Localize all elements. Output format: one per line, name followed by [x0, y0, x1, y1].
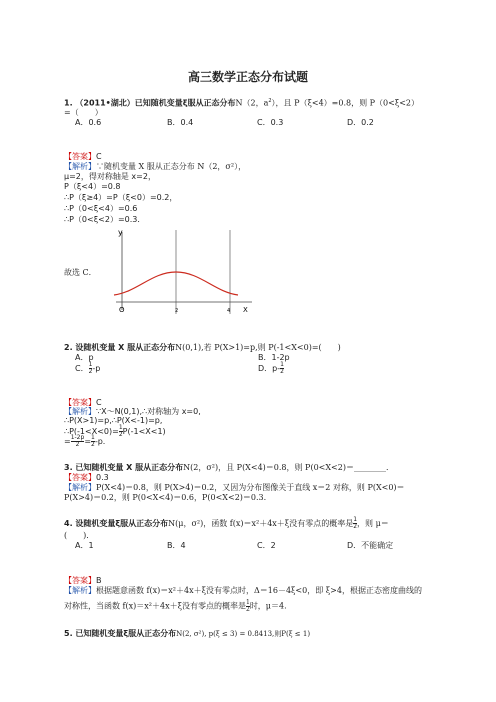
q3-answer-value: 0.3 [96, 473, 109, 482]
q2-option-c-half-num: 1 [88, 361, 93, 368]
q1-option-a: A．0.6 [75, 118, 102, 127]
q4-analysis-text-1: 根据题意函数 f(x)＝x²＋4x＋ξ没有零点时，Δ＝16－4ξ<0，即 ξ>4，根据正态密度曲线的 [96, 586, 422, 595]
q2-option-d-label: D．p- [258, 364, 281, 373]
q5-stem-b: N(2, σ²), p(ξ ≤ 3) = 0.8413,则P(ξ ≤ 1) [176, 630, 311, 638]
q2-analysis-frac-expr [71, 435, 85, 448]
q2-option-c-half-den: 2 [88, 368, 93, 375]
q2-analysis-line-2: ∴P(X>1)=p,∴P(X<-1)=p, [64, 416, 163, 425]
q1-analysis-line-5: ∴P（0<ξ<4）=0.6 [64, 204, 138, 213]
q4-analysis-tag: 【解析】 [64, 586, 96, 595]
question-5-stem [64, 629, 310, 639]
q2-analysis-half-num: 1 [118, 424, 123, 431]
q1-analysis-tag: 【解析】 [64, 162, 96, 171]
q3-stem-b: N(2，σ²)，且 P(X<4)＝0.8，则 P(0<X<2)＝________． [183, 463, 394, 472]
q2-analysis-half2-den: 2 [91, 441, 95, 448]
q2-analysis-half2-num: 1 [91, 434, 95, 441]
q1-analysis-line-6: ∴P（0<ξ<2）=0.3． [64, 215, 146, 224]
q3-analysis-tag: 【解析】 [64, 483, 96, 492]
q2-option-c-label: C． [75, 364, 89, 373]
q2-analysis-text-3b: P(-1<X<1) [122, 427, 166, 436]
question-2-stem [64, 343, 341, 353]
q2-answer-value: C [96, 398, 102, 407]
q2-answer-tag: 【答案】 [64, 398, 96, 407]
q1-analysis-line-1 [64, 162, 246, 172]
q1-sup: 2 [268, 98, 272, 104]
q3-answer-tag: 【答案】 [64, 473, 96, 482]
q2-option-d [258, 362, 284, 375]
q2-analysis-text-1: ∵X～N(0,1),∴对称轴为 x=0, [96, 407, 201, 416]
q4-answer [64, 576, 102, 586]
q4-option-b: B．4 [167, 541, 186, 550]
q1-analysis-line-2: μ=2，得对称轴是 x=2， [64, 172, 156, 181]
q2-analysis-half-den: 2 [118, 431, 123, 438]
q2-analysis-frac-den: 2 [75, 441, 80, 448]
q2-option-c-tail: -p [92, 364, 101, 373]
q4-option-d: D．不能确定 [347, 541, 394, 550]
q1-answer-tag: 【答案】 [64, 152, 96, 161]
q2-analysis-tag: 【解析】 [64, 407, 96, 416]
q3-analysis-line-2: P(X>4)＝0.2，则 P(0<X<4)＝0.6，P(0<X<2)＝0.3. [64, 493, 267, 502]
q4-analysis-line-1 [64, 586, 422, 596]
q1-analysis-text-1: ∵随机变量 X 服从正态分布 N（2，σ²）， [96, 162, 247, 171]
q1-analysis-line-3: P（ξ<4）=0.8 [64, 182, 121, 191]
q1-stem-b: N（2，a [235, 98, 269, 108]
q4-half-num: 1 [353, 516, 358, 523]
graph-tick-4: 4 [227, 308, 231, 314]
q1-analysis-line-4: ∴P（ξ≥4）=P（ξ<0）=0.2， [64, 193, 178, 202]
q2-analysis-text-4a: = [64, 437, 71, 446]
q3-analysis-text-1: P(X<4)＝0.8，则 P(X>4)＝0.2，又因为分布图像关于直线 x＝2 对称，则 P(X<0)＝ [96, 483, 405, 492]
q4-option-a: A．1 [75, 541, 94, 550]
q4-analysis-text-2a: 对称性，当函数 f(x)＝x²＋4x＋ξ没有零点的概率是 [64, 601, 246, 611]
q2-analysis-text-3a: ∴P(-1<X<0)= [64, 427, 119, 436]
q2-option-d-half [280, 362, 284, 375]
q4-analysis-half-den: 2 [245, 606, 250, 613]
q4-analysis-text-2b: 时，μ＝4. [249, 601, 287, 611]
question-3-stem [64, 463, 394, 473]
q4-stem-d: ( )． [64, 531, 95, 540]
q1-stem-d: =（ ） [64, 108, 103, 117]
q1-stem-a: 1. （2011•湖北）已知随机变量ξ服从正态分布 [64, 98, 236, 108]
q1-option-c: C．0.3 [257, 118, 284, 127]
q4-answer-value: B [96, 576, 102, 585]
q2-analysis-text-4b: -p. [94, 437, 106, 446]
q1-option-b: B．0.4 [167, 118, 194, 127]
q1-answer-value: C [96, 152, 102, 161]
q2-option-b: B．1-2p [258, 353, 290, 362]
q2-analysis-frac-num: 1-2p [70, 434, 85, 441]
q4-stem-c: ，则 μ＝ [357, 519, 389, 528]
q3-answer [64, 473, 109, 483]
q1-answer [64, 152, 102, 162]
graph-origin-label: O [119, 306, 125, 314]
q4-option-c: C．2 [257, 541, 276, 550]
graph-tick-2: 2 [175, 308, 179, 314]
q4-analysis-half-num: 1 [245, 599, 250, 606]
q4-stem-a: 4. 设随机变量ξ服从正态分布 [64, 519, 169, 528]
q4-answer-tag: 【答案】 [64, 576, 96, 585]
q2-stem-b: N(0,1),若 P(X>1)=p,则 P(-1<X<0)=( ) [175, 343, 341, 352]
graph-y-label: y [118, 228, 123, 237]
q4-analysis-line-2 [64, 600, 287, 613]
q2-option-d-half-den: 2 [280, 368, 284, 375]
normal-distribution-graph [112, 226, 262, 318]
page-title: 高三数学正态分布试题 [188, 70, 309, 84]
q1-option-d: D．0.2 [347, 118, 374, 127]
question-1-stem [64, 98, 419, 109]
q2-option-d-half-num: 1 [280, 361, 284, 368]
q3-stem-a: 3. 已知随机变量 X 服从正态分布 [64, 463, 184, 472]
q2-stem-a: 2. 设随机变量 X 服从正态分布 [64, 343, 176, 352]
q4-stem-b: N(μ，σ²)，函数 f(x)＝x²＋4x＋ξ没有零点的概率是 [168, 519, 354, 528]
q1-stem-c: ），且 P（ξ<4）=0.8，则 P（0<ξ<2） [271, 98, 420, 108]
q4-half-den: 2 [353, 523, 358, 530]
q2-option-c [75, 362, 100, 375]
graph-x-label: X [243, 306, 248, 314]
q5-stem-a: 5. 已知随机变量ξ服从正态分布 [64, 629, 177, 638]
question-4-stem [64, 517, 389, 530]
q1-conclusion: 故选 C． [64, 268, 97, 277]
q2-analysis-line-4: = $\frac{1-2p}{2}$ = $\frac{1}{2}$ -p. [64, 434, 106, 448]
q2-option-a: A．p [75, 353, 94, 362]
q3-analysis-line-1 [64, 483, 405, 493]
